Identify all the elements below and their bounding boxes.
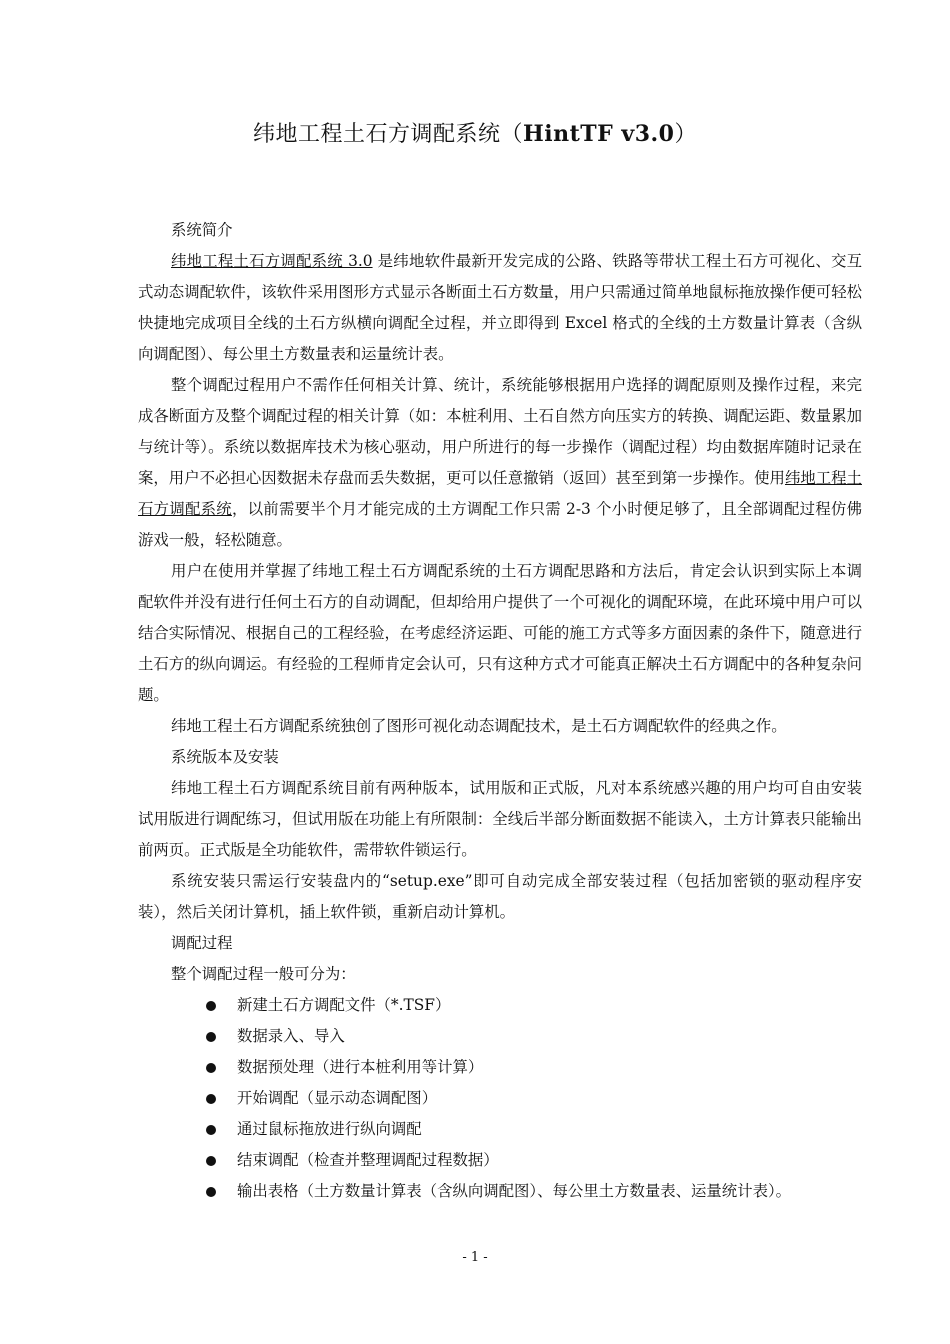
title-version: HintTF v3.0 (522, 121, 675, 147)
list-item: 数据预处理（进行本桩利用等计算） (202, 1052, 862, 1083)
bullet-icon (206, 1063, 216, 1073)
bullet-icon (206, 1125, 216, 1135)
paragraph-process-intro: 整个调配过程一般可分为： (171, 965, 356, 983)
paragraph-install: 系统安装只需运行安装盘内的“setup.exe”即可自动完成全部安装过程（包括加密锁的驱动程序安装），然后关闭计算机，插上软件锁，重新启动计算机。 (138, 872, 862, 921)
list-item: 数据录入、导入 (202, 1021, 862, 1052)
paragraph-process-summary (138, 370, 862, 556)
product-link-inline[interactable]: 纬地工程土石方调配系统 (138, 469, 862, 518)
bullet-icon (206, 1156, 216, 1166)
bullet-icon (206, 1094, 216, 1104)
product-link[interactable]: 纬地工程土石方调配系统 3.0 (171, 252, 373, 270)
paragraph-user-experience: 用户在使用并掌握了纬地工程土石方调配系统的土石方调配思路和方法后，肯定会认识到实际上本调配软件并没有进行任何土石方的自动调配，但却给用户提供了一个可视化的调配环境，在此环境中用户可以结合实际情况、根据自己的工程经验，在考虑经济运距、可能的施工方式等多方面因素的条件下，随意进行土石方的纵向调运。有经验的工程师肯定会认可，只有这种方式才可能真正解决土石方调配中的各种复杂问题。 (138, 562, 862, 704)
list-item: 输出表格（土方数量计算表（含纵向调配图）、每公里土方数量表、运量统计表）。 (202, 1176, 862, 1207)
bullet-icon (206, 1032, 216, 1042)
list-item: 结束调配（检查并整理调配过程数据） (202, 1145, 862, 1176)
page-number: - 1 - (462, 1250, 488, 1265)
title-end: ） (674, 122, 698, 147)
paragraph-versions: 纬地工程土石方调配系统目前有两种版本，试用版和正式版，凡对本系统感兴趣的用户均可自由安装试用版进行调配练习，但试用版在功能上有所限制：全线后半部分断面数据不能读入，土方计算表只能输出前两页。正式版是全功能软件，需带软件锁运行。 (138, 779, 862, 859)
title-main: 纬地工程土石方调配系统（ (252, 122, 523, 147)
section-heading-intro: 系统简介 (171, 221, 233, 239)
section-heading-version: 系统版本及安装 (171, 748, 279, 766)
paragraph-process-text-a: 整个调配过程用户不需作任何相关计算、统计，系统能够根据用户选择的调配原则及操作过程，来完成各断面方及整个调配过程的相关计算（如：本桩利用、土石自然方向压实方的转换、调配运距、数量累加与统计等）。系统以数据库技术为核心驱动，用户所进行的每一步操作（调配过程）均由数据库随时记录在案，用户不必担心因数据未存盘而丢失数据，更可以任意撤销（返回）甚至到第一步操作。使用 (138, 376, 862, 487)
list-item: 新建土石方调配文件（*.TSF） (202, 990, 862, 1021)
section-heading-process: 调配过程 (171, 934, 233, 952)
list-item: 开始调配（显示动态调配图） (202, 1083, 862, 1114)
paragraph-intro-text: 是纬地软件最新开发完成的公路、铁路等带状工程土石方可视化、交互式动态调配软件，该软件采用图形方式显示各断面土石方数量，用户只需通过简单地鼠标拖放操作便可轻松快捷地完成项目全线的土石方纵横向调配全过程，并立即得到 Excel 格式的全线的土方数量计算表（含纵向调配图）、每公里土方数量表和运量统计表。 (138, 252, 862, 363)
list-item: 通过鼠标拖放进行纵向调配 (202, 1114, 862, 1145)
document-title (0, 117, 950, 152)
paragraph-innovation: 纬地工程土石方调配系统独创了图形可视化动态调配技术，是土石方调配软件的经典之作。 (171, 717, 787, 735)
paragraph-process-text-b: ，以前需要半个月才能完成的土方调配工作只需 2-3 个小时便足够了，且全部调配过程仿佛游戏一般，轻松随意。 (138, 500, 862, 549)
process-step-list (138, 990, 862, 1207)
paragraph-intro (138, 246, 862, 370)
bullet-icon (206, 1187, 216, 1197)
document-body (138, 215, 862, 1207)
bullet-icon (206, 1001, 216, 1011)
